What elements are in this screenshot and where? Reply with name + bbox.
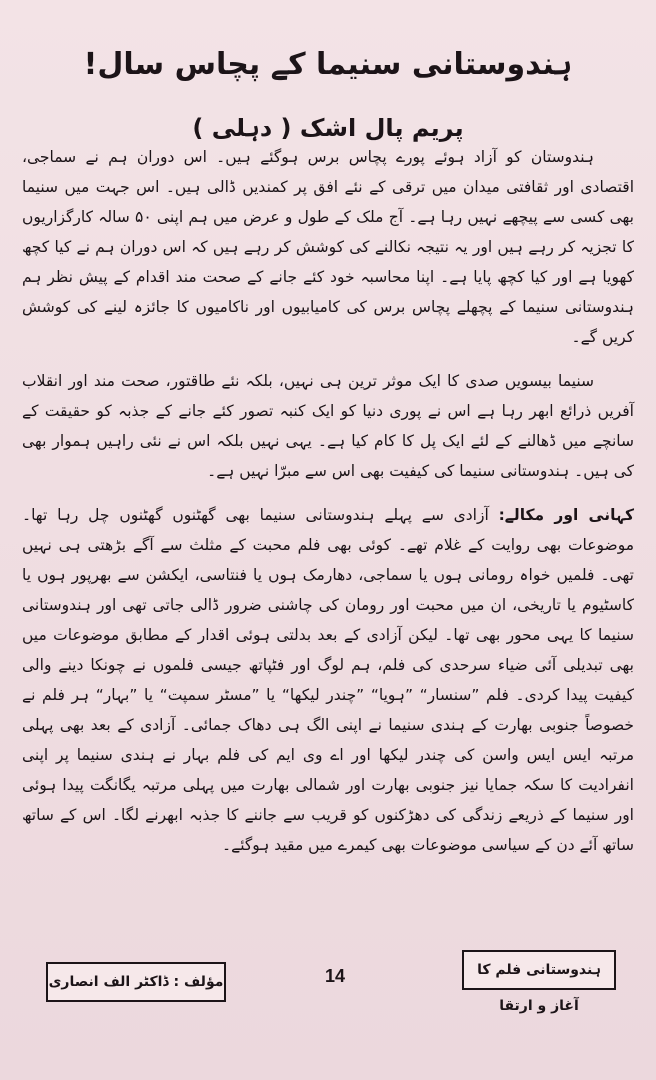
section-text: آزادی سے پہلے ہندوستانی سنیما بھی گھٹنوں گھٹنوں چل رہا تھا۔ موضوعات بھی روایت کے غلام تھے۔ کوئی بھی فلم محبت کے مثلث سے آگے بڑھتی ہی نہیں تھی۔ فلمیں خواہ رومانی ہوں یا سماجی، دھارمک ہوں یا فنتاسی، ایکشن سے بھرپور ہوں یا کاسٹیوم یا تاریخی، ان میں محبت اور رومان کی چاشنی ضرور ڈالی جاتی تھی اور ہندوستانی سنیما کا یہی محور بھی تھا۔ لیکن آزادی کے بعد بدلتی ہوئی اقدار کے مطابق موضوعات میں بھی تبدیلی آئی ضیاء سرحدی کی فلم، ہم لوگ اور فٹپاتھ جیسی فلموں نے چونکا دینے والی کیفیت پیدا کردی۔ فلم ”سنسار“ ”ہویا“ ”چندر لیکھا“ یا ”مسٹر سمپت“ یا ”بہار“ ہر فلم نے خصوصاً جنوبی بھارت کے ہندی سنیما نے اپنی الگ ہی دھاک جمائی۔ آزادی کے بعد بھی پہلی مرتبہ ایس ایس واسن کی چندر لیکھا اور اے وی ایم کی فلم بہار نے ہندی سنیما پر اپنی انفرادیت کا سکہ جمایا نیز جنوبی بھارت اور شمالی بھارت میں پہلی مرتبہ یگانگت پیدا ہوئی اور سنیما کے ذریعے زندگی کی دھڑکنوں کو قریب سے جاننے کا جذبہ ابھرنے لگا۔ اس کے ساتھ ساتھ آئے دن کے سیاسی موضوعات بھی کیمرے میں مقید ہوگئے۔ (22, 506, 634, 854)
article-byline: پریم پال اشک ( دہلی ) (192, 114, 464, 142)
section-paragraph (22, 500, 634, 860)
paragraph-2: سنیما بیسویں صدی کا ایک موثر ترین ہی نہیں، بلکہ نئے طاقتور، صحت مند اور انقلاب آفریں ذرائع ابھر رہا ہے اس نے پوری دنیا کو ایک کنبہ تصور کئے جانے کے جذبہ کو حقیقت کے سانچے میں ڈھالنے کے لئے ایک پل کا کام کیا ہے۔ یہی نہیں بلکہ اس نے نئی راہیں ہموار بھی کی ہیں۔ ہندوستانی سنیما کی کیفیت بھی اس سے مبرّا نہیں ہے۔ (22, 372, 634, 480)
page-footer (40, 950, 616, 1014)
article-title: ہندوستانی سنیما کے پچاس سال! (83, 47, 573, 82)
book-title-box: ہندوستانی فلم کا آغاز و ارتقا (462, 950, 616, 990)
page-number: 14 (324, 966, 346, 986)
author-box: مؤلف : ڈاکٹر الف انصاری (46, 962, 226, 1002)
paragraph-1: ہندوستان کو آزاد ہوئے پورے پچاس برس ہوگئے ہیں۔ اس دوران ہم نے سماجی، اقتصادی اور ثقافتی میدان میں ترقی کے نئے افق پر کمندیں ڈالی ہیں۔ اس جہت میں سنیما بھی کسی سے پیچھے نہیں رہا ہے۔ آج ملک کے طول و عرض میں ہم اپنی ۵۰ سالہ کارگزاریوں کا تجزیہ کر رہے ہیں اور یہ نتیجہ نکالنے کی کوشش کر رہے ہیں کہ اس دوران ہم نے کیا کچھ کھویا ہے اور کیا کچھ پایا ہے۔ اپنا محاسبہ خود کئے جانے کے صحت مند اقدام کے پیش نظر ہم ہندوستانی سنیما کے پچھلے پچاس برس کی کامیابیوں اور ناکامیوں کا جائزہ لینے کی کوشش کریں گے۔ (22, 148, 634, 346)
article-body (22, 142, 634, 860)
section-heading: کہانی اور مکالے: (498, 506, 634, 524)
